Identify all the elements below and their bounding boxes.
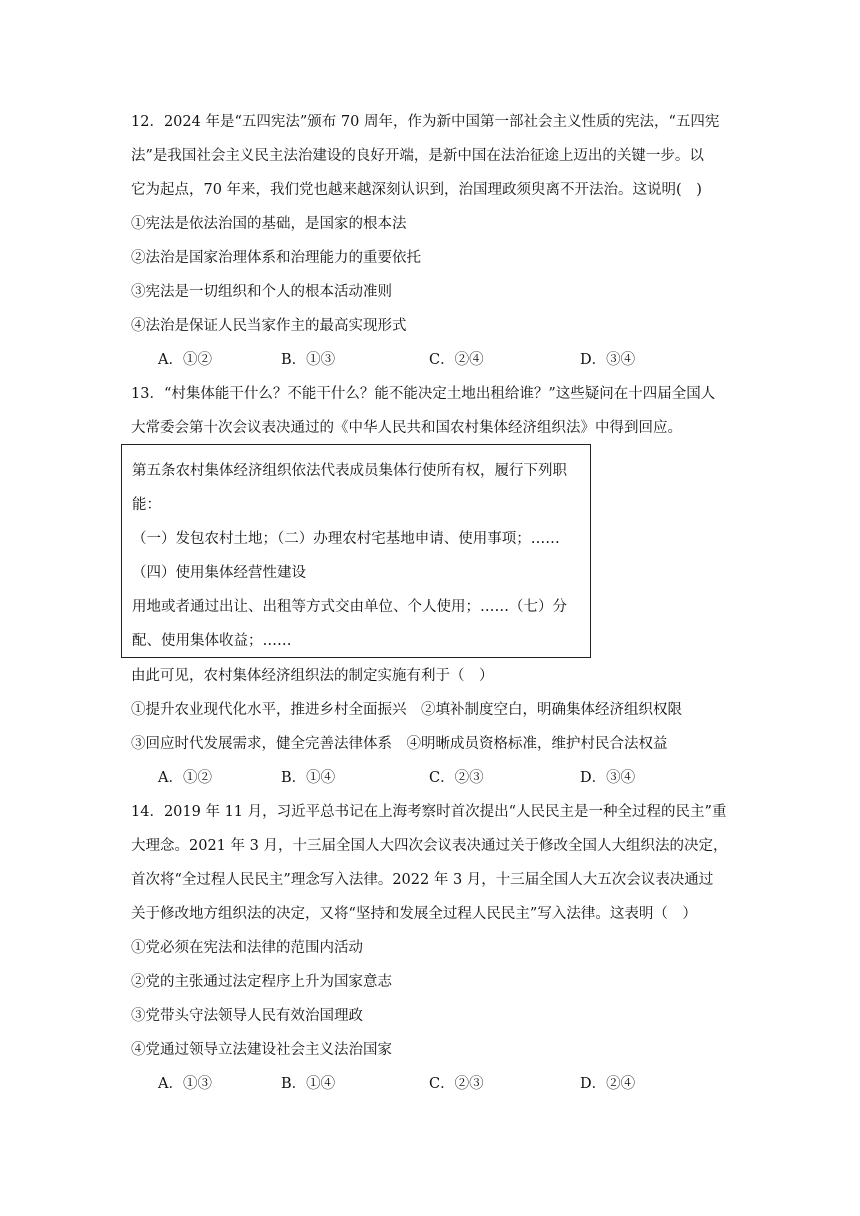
q13-statements-1-2: ①提升农业现代化水平，推进乡村全面振兴 ②填补制度空白，明确集体经济组织权限: [131, 702, 682, 718]
q13-option-b[interactable]: B．①④: [281, 770, 336, 786]
q14-statement-1: ①党必须在宪法和法律的范围内活动: [131, 940, 363, 956]
q13-law-excerpt-box: [121, 444, 591, 658]
q13-question-line: 由此可见，农村集体经济组织法的制定实施有利于（ ）: [131, 668, 494, 684]
q14-option-b[interactable]: B．①④: [281, 1076, 336, 1092]
q12-statement-3: ③宪法是一切组织和个人的根本活动准则: [131, 284, 392, 300]
q12-statement-4: ④法治是保证人民当家作主的最高实现形式: [131, 318, 407, 334]
q14-stem-line-3: 首次将“全过程人民民主”理念写入法律。2022 年 3 月，十三届全国人大五次会议表决通过: [131, 872, 714, 888]
q14-statement-2: ②党的主张通过法定程序上升为国家意志: [131, 974, 392, 990]
q13-stem-line-2: 大常委会第十次会议表决通过的《中华人民共和国农村集体经济组织法》中得到回应。: [131, 420, 682, 436]
q13-option-d[interactable]: D．③④: [580, 770, 636, 786]
q12-stem-line-2: 法”是我国社会主义民主法治建设的良好开端，是新中国在法治征途上迈出的关键一步。以: [131, 148, 704, 164]
q12-stem-line-3: 它为起点，70 年来，我们党也越来越深刻认识到，治国理政须臾离不开法治。这说明( ): [131, 182, 702, 198]
q13-excerpt-line-6: 配、使用集体收益；……: [132, 633, 292, 649]
q14-stem-line-1: 14．2019 年 11 月，习近平总书记在上海考察时首次提出“人民民主是一种全过程的民主”重: [131, 804, 727, 820]
q14-stem-line-2: 大理念。2021 年 3 月，十三届全国人大四次会议表决通过关于修改全国人大组织法的决定，: [131, 838, 728, 854]
q13-excerpt-line-3: （一）发包农村土地；（二）办理农村宅基地申请、使用事项；……: [132, 531, 560, 547]
q13-option-a[interactable]: A．①②: [158, 770, 212, 786]
q14-statement-3: ③党带头守法领导人民有效治国理政: [131, 1008, 363, 1024]
q13-excerpt-line-1: 第五条农村集体经济组织依法代表成员集体行使所有权，履行下列职: [132, 463, 567, 479]
q14-statement-4: ④党通过领导立法建设社会主义法治国家: [131, 1042, 392, 1058]
q12-option-d[interactable]: D．③④: [580, 352, 636, 368]
q12-stem-line-1: 12．2024 年是“五四宪法”颁布 70 周年，作为新中国第一部社会主义性质的宪法，“五四宪: [131, 114, 720, 130]
q13-excerpt-line-5: 用地或者通过出让、出租等方式交由单位、个人使用；……（七）分: [132, 599, 567, 615]
q14-option-c[interactable]: C．②③: [429, 1076, 484, 1092]
q12-statement-1: ①宪法是依法治国的基础，是国家的根本法: [131, 216, 407, 232]
q14-option-d[interactable]: D．②④: [580, 1076, 636, 1092]
q13-stem-line-1: 13．“村集体能干什么？不能干什么？能不能决定土地出租给谁？”这些疑问在十四届全国人: [131, 386, 716, 402]
q13-excerpt-line-4: （四）使用集体经营性建设: [132, 565, 306, 581]
q14-option-a[interactable]: A．①③: [158, 1076, 212, 1092]
q12-statement-2: ②法治是国家治理体系和治理能力的重要依托: [131, 250, 421, 266]
q12-option-c[interactable]: C．②④: [429, 352, 484, 368]
q13-option-c[interactable]: C．②③: [429, 770, 484, 786]
q13-excerpt-line-2: 能：: [132, 497, 161, 513]
q13-statements-3-4: ③回应时代发展需求，健全完善法律体系 ④明晰成员资格标准，维护村民合法权益: [131, 736, 668, 752]
q12-option-a[interactable]: A．①②: [158, 352, 212, 368]
q14-stem-line-4: 关于修改地方组织法的决定，又将“坚持和发展全过程人民民主”写入法律。这表明（ ）: [131, 906, 697, 922]
q12-option-b[interactable]: B．①③: [281, 352, 336, 368]
